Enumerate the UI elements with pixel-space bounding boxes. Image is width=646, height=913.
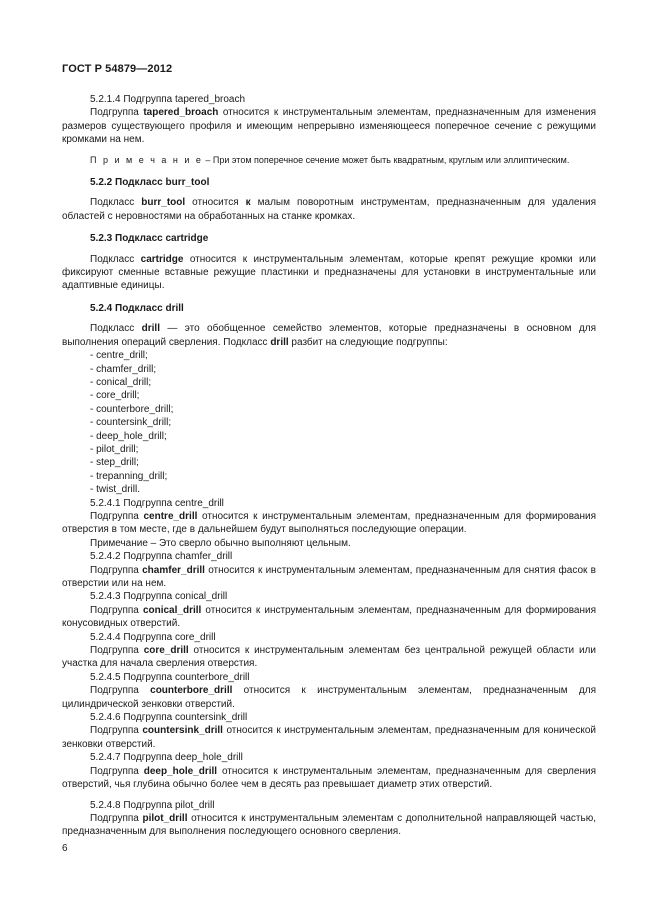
term: tapered_broach bbox=[143, 107, 219, 119]
paragraph: Подгруппа tapered_broach относится к инструментальным элементам, предназначенным для изменения размеров существующего профиля и имеющим непрерывно изменяющееся поперечное сечение с режущими кромками на нем. bbox=[62, 107, 596, 146]
paragraph: Подкласс burr_tool относится к малым поворотным инструментам, предназначенным для удаления областей с неровностями на обработанных на станке кромках. bbox=[62, 197, 597, 222]
term: countersink_drill bbox=[142, 725, 223, 737]
section-heading: 5.2.3 Подкласс cartridge bbox=[90, 233, 209, 245]
list-item: - chamfer_drill; bbox=[90, 363, 157, 375]
paragraph: Подгруппа deep_hole_drill относится к инструментальным элементам, предназначенным для сверления отверстий, чья глубина обычно более чем в десять раз превышает диаметр этих отверстий. bbox=[62, 765, 596, 791]
term: burr_tool bbox=[141, 197, 186, 209]
subsection-heading: 5.2.4.3 Подгруппа conical_drill bbox=[90, 591, 228, 603]
paragraph: Подгруппа pilot_drill относится к инструментальным элементам с дополнительной направляющей частью, предназначенным для выполнения последующего основного сверления. bbox=[62, 812, 596, 838]
paragraph: Подгруппа countersink_drill относится к инструментальным элементам, предназначенным для конической зенковки отверстий. bbox=[62, 725, 596, 750]
term: deep_hole_drill bbox=[143, 765, 218, 777]
document-body bbox=[62, 93, 596, 839]
term: pilot_drill bbox=[142, 812, 188, 824]
paragraph: Подгруппа counterbore_drill относится к инструментальным элементам, предназначенным для цилиндрической зенковки отверстий. bbox=[62, 685, 596, 710]
list-item: - pilot_drill; bbox=[90, 443, 139, 455]
subsection-heading: 5.2.1.4 Подгруппа tapered_broach bbox=[90, 94, 246, 105]
list-item: - conical_drill; bbox=[90, 376, 152, 388]
page-number: 6 bbox=[62, 843, 68, 854]
paragraph: Подгруппа core_drill относится к инструментальным элементам без центральной режущей области или участка для начала сверления отверстия. bbox=[62, 645, 596, 670]
note: П р и м е ч а н и е – При этом поперечное сечение может быть квадратным, круглым или эллиптическим. bbox=[90, 154, 570, 165]
note-label: П р и м е ч а н и е bbox=[90, 154, 203, 165]
term: cartridge bbox=[140, 253, 184, 265]
document-header: ГОСТ Р 54879—2012 bbox=[62, 63, 173, 75]
list-item: - counterbore_drill; bbox=[90, 403, 174, 415]
term: conical_drill bbox=[142, 604, 202, 616]
paragraph: Подкласс cartridge относится к инструментальным элементам, которые крепят режущие кромки или фиксируют сменные вставные режущие пластинки и предназначены для установки в инструментальные или адаптивные единицы. bbox=[62, 253, 596, 292]
subsection-heading: 5.2.4.7 Подгруппа deep_hole_drill bbox=[90, 752, 243, 764]
subsection-heading: 5.2.4.5 Подгруппа counterbore_drill bbox=[90, 671, 250, 683]
section-heading: 5.2.2 Подкласс burr_tool bbox=[90, 177, 210, 189]
term: drill bbox=[270, 336, 289, 348]
paragraph: Подгруппа centre_drill относится к инструментальным элементам, предназначенным для формирования отверстия в том месте, где в дальнейшем будут выполняться последующие операции. bbox=[62, 510, 596, 536]
term: chamfer_drill bbox=[142, 564, 205, 576]
paragraph: Подгруппа chamfer_drill относится к инструментальным элементам, предназначенным для снятия фасок в отверстии или на нем. bbox=[62, 564, 596, 589]
list-item: - trepanning_drill; bbox=[90, 470, 168, 482]
subsection-heading: 5.2.4.4 Подгруппа core_drill bbox=[90, 631, 216, 643]
note: Примечание – Это сверло обычно выполняют цельным. bbox=[90, 537, 351, 549]
term: core_drill bbox=[143, 645, 189, 657]
term: counterbore_drill bbox=[150, 685, 233, 697]
subsection-heading: 5.2.4.1 Подгруппа centre_drill bbox=[90, 497, 224, 509]
list-item: - deep_hole_drill; bbox=[90, 430, 167, 442]
list-item: - countersink_drill; bbox=[90, 417, 172, 429]
subsection-heading: 5.2.4.2 Подгруппа chamfer_drill bbox=[90, 551, 233, 563]
subsection-heading: 5.2.4.8 Подгруппа pilot_drill bbox=[90, 799, 215, 811]
list-item: - core_drill; bbox=[90, 390, 140, 402]
term: centre_drill bbox=[143, 510, 198, 522]
subsection-heading: 5.2.4.6 Подгруппа countersink_drill bbox=[90, 712, 248, 724]
list-item: - centre_drill; bbox=[90, 350, 148, 362]
term: drill bbox=[141, 323, 160, 335]
paragraph: Подкласс drill — это обобщенное семейство элементов, которые предназначены в основном для выполнения операций сверления. Подкласс drill разбит на следующие подгруппы: bbox=[62, 323, 596, 348]
subgroup-list bbox=[62, 349, 596, 496]
section-heading: 5.2.4 Подкласс drill bbox=[90, 302, 184, 314]
paragraph: Подгруппа conical_drill относится к инструментальным элементам, предназначенным для формирования конусовидных отверстий. bbox=[62, 604, 596, 630]
list-item: - step_drill; bbox=[90, 457, 139, 469]
list-item: - twist_drill. bbox=[90, 484, 141, 496]
